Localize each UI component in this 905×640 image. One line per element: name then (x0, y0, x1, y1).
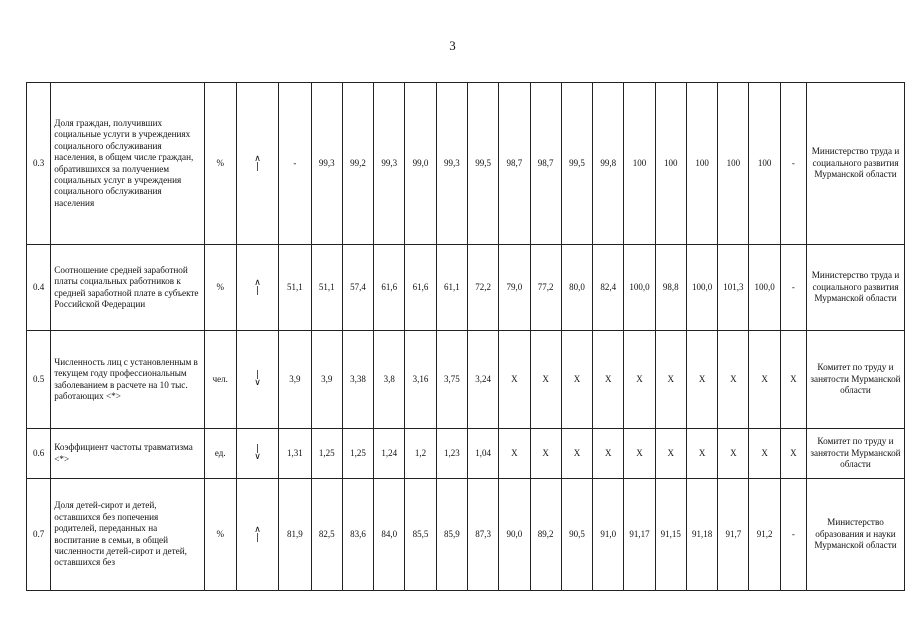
unit-cell: % (204, 83, 236, 245)
value-cell: 1,2 (405, 429, 436, 479)
value-cell: 77,2 (530, 245, 561, 331)
row-number: 0.3 (27, 83, 51, 245)
trend-cell (236, 245, 278, 331)
page-number: 3 (449, 38, 456, 53)
unit-cell: % (204, 245, 236, 331)
value-cell: 1,23 (436, 429, 467, 479)
value-cell: 100,0 (749, 245, 780, 331)
value-cell: 61,1 (436, 245, 467, 331)
value-cell: 99,5 (561, 83, 592, 245)
value-cell: X (780, 429, 806, 479)
value-cell: X (530, 331, 561, 429)
indicator-name: Доля детей-сирот и детей, оставшихся без попечения родителей, переданных на воспитание в семьи, в общей численности детей-сирот и детей, оставшихся без (51, 479, 204, 591)
value-cell: X (655, 331, 686, 429)
value-cell: 3,38 (342, 331, 373, 429)
value-cell: 91,18 (686, 479, 717, 591)
value-cell: X (593, 331, 624, 429)
value-cell: X (499, 331, 530, 429)
value-cell: 79,0 (499, 245, 530, 331)
trend-down-icon: | ∨ (254, 370, 261, 388)
trend-cell (236, 83, 278, 245)
value-cell: 1,31 (279, 429, 311, 479)
unit-cell: чел. (204, 331, 236, 429)
value-cell: X (561, 429, 592, 479)
trend-cell (236, 479, 278, 591)
value-cell: 99,8 (593, 83, 624, 245)
value-cell: X (718, 331, 749, 429)
value-cell: 3,75 (436, 331, 467, 429)
value-cell: 100,0 (624, 245, 655, 331)
responsible-body: Министерство труда и социального развития Мурманской области (807, 83, 905, 245)
value-cell: X (561, 331, 592, 429)
value-cell: 100,0 (686, 245, 717, 331)
value-cell: 1,04 (467, 429, 498, 479)
value-cell: X (780, 331, 806, 429)
value-cell: 82,4 (593, 245, 624, 331)
table-row (27, 429, 905, 479)
unit-cell: % (204, 479, 236, 591)
row-number: 0.5 (27, 331, 51, 429)
table-row (27, 331, 905, 429)
value-cell: 101,3 (718, 245, 749, 331)
indicators-table (26, 82, 905, 591)
value-cell: X (749, 331, 780, 429)
responsible-body: Министерство труда и социального развития Мурманской области (807, 245, 905, 331)
value-cell: 51,1 (311, 245, 342, 331)
value-cell: X (624, 331, 655, 429)
value-cell: 98,8 (655, 245, 686, 331)
value-cell: 100 (718, 83, 749, 245)
trend-cell (236, 429, 278, 479)
value-cell: 61,6 (405, 245, 436, 331)
value-cell: - (780, 479, 806, 591)
row-number: 0.6 (27, 429, 51, 479)
value-cell: 100 (655, 83, 686, 245)
table-row (27, 245, 905, 331)
trend-down-icon: | ∨ (254, 444, 261, 462)
responsible-body: Комитет по труду и занятости Мурманской области (807, 331, 905, 429)
value-cell: X (624, 429, 655, 479)
value-cell: - (780, 83, 806, 245)
value-cell: 3,8 (374, 331, 405, 429)
responsible-body: Министерство образования и науки Мурманской области (807, 479, 905, 591)
indicator-name: Доля граждан, получивших социальные услуги в учреждениях социального обслуживания населения, в общем числе граждан, обратившихся за получением социальных услуг в учреждения социального обслуживания населения (51, 83, 204, 245)
value-cell: 72,2 (467, 245, 498, 331)
value-cell: X (593, 429, 624, 479)
value-cell: X (718, 429, 749, 479)
value-cell: X (686, 429, 717, 479)
indicator-name: Коэффициент частоты травматизма <*> (51, 429, 204, 479)
table-row (27, 479, 905, 591)
value-cell: 100 (624, 83, 655, 245)
value-cell: 3,16 (405, 331, 436, 429)
indicator-name: Численность лиц с установленным в текущем году профессиональным заболеванием в расчете на 10 тыс. работающих <*> (51, 331, 204, 429)
value-cell: 100 (686, 83, 717, 245)
value-cell: - (780, 245, 806, 331)
trend-cell (236, 331, 278, 429)
value-cell: 80,0 (561, 245, 592, 331)
value-cell: 1,24 (374, 429, 405, 479)
value-cell: 100 (749, 83, 780, 245)
unit-cell: ед. (204, 429, 236, 479)
value-cell: 83,6 (342, 479, 373, 591)
value-cell: 51,1 (279, 245, 311, 331)
value-cell: 1,25 (342, 429, 373, 479)
table-row (27, 83, 905, 245)
row-number: 0.4 (27, 245, 51, 331)
value-cell: X (686, 331, 717, 429)
value-cell: X (655, 429, 686, 479)
value-cell: 91,2 (749, 479, 780, 591)
trend-up-icon: ∧ | (254, 278, 261, 296)
row-number: 0.7 (27, 479, 51, 591)
value-cell: 84,0 (374, 479, 405, 591)
value-cell: 81,9 (279, 479, 311, 591)
value-cell: 85,9 (436, 479, 467, 591)
value-cell: 82,5 (311, 479, 342, 591)
value-cell: 99,2 (342, 83, 373, 245)
value-cell: 90,5 (561, 479, 592, 591)
value-cell: 98,7 (530, 83, 561, 245)
value-cell: 3,9 (311, 331, 342, 429)
value-cell: - (279, 83, 311, 245)
value-cell: 91,7 (718, 479, 749, 591)
value-cell: 99,0 (405, 83, 436, 245)
value-cell: 85,5 (405, 479, 436, 591)
value-cell: 87,3 (467, 479, 498, 591)
value-cell: 61,6 (374, 245, 405, 331)
trend-up-icon: ∧ | (254, 525, 261, 543)
value-cell: X (530, 429, 561, 479)
value-cell: 99,3 (374, 83, 405, 245)
responsible-body: Комитет по труду и занятости Мурманской области (807, 429, 905, 479)
value-cell: 89,2 (530, 479, 561, 591)
indicator-name: Соотношение средней заработной платы социальных работников к средней заработной плате в субъекте Российской Федерации (51, 245, 204, 331)
value-cell: 91,15 (655, 479, 686, 591)
value-cell: X (499, 429, 530, 479)
value-cell: 91,17 (624, 479, 655, 591)
value-cell: 91,0 (593, 479, 624, 591)
trend-up-icon: ∧ | (254, 154, 261, 172)
value-cell: 98,7 (499, 83, 530, 245)
value-cell: 99,3 (436, 83, 467, 245)
value-cell: 1,25 (311, 429, 342, 479)
value-cell: 99,3 (311, 83, 342, 245)
value-cell: X (749, 429, 780, 479)
value-cell: 3,24 (467, 331, 498, 429)
value-cell: 57,4 (342, 245, 373, 331)
value-cell: 90,0 (499, 479, 530, 591)
value-cell: 3,9 (279, 331, 311, 429)
value-cell: 99,5 (467, 83, 498, 245)
